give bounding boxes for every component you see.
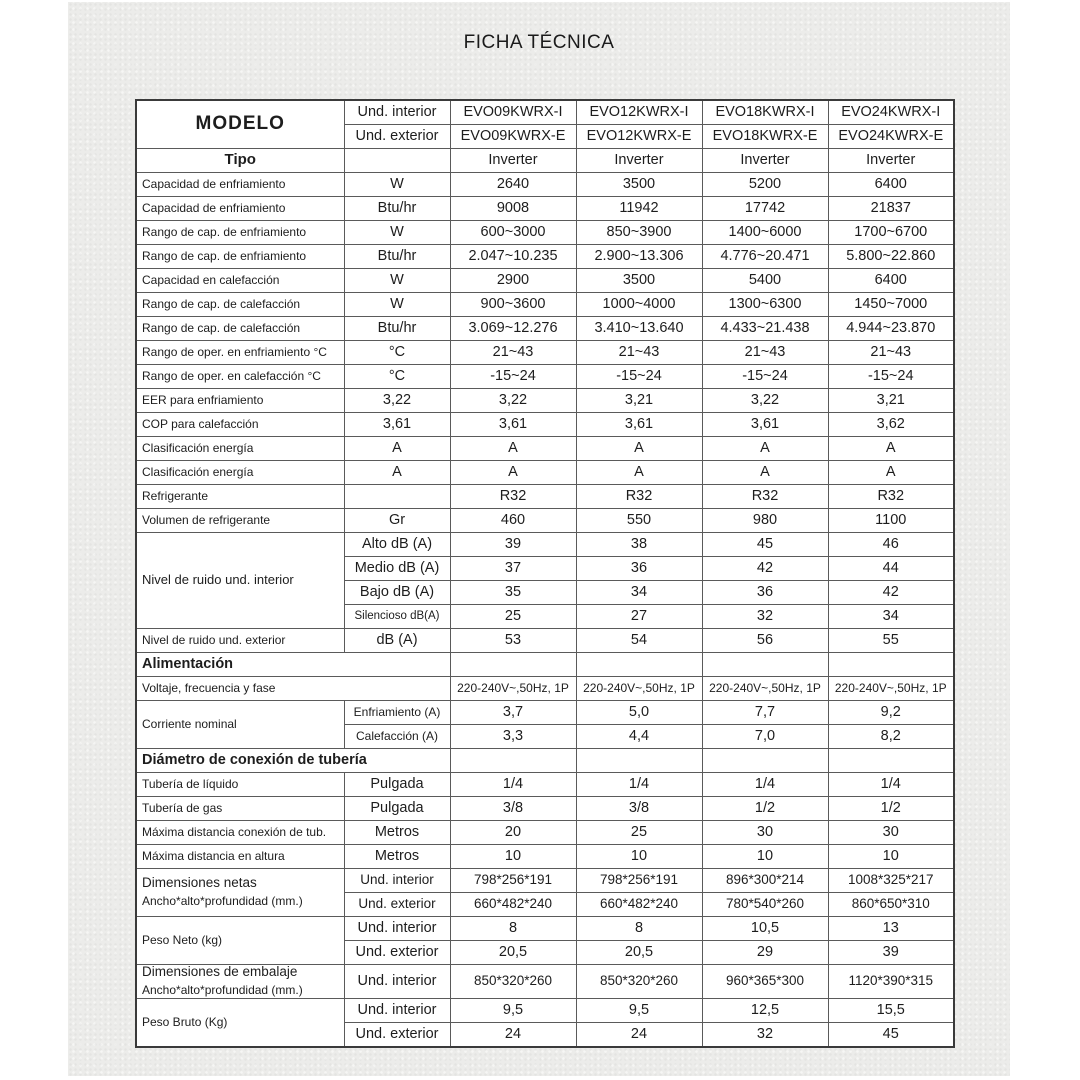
value-cell: A [828,437,954,461]
value-cell: 20,5 [576,941,702,965]
value-cell: 25 [576,821,702,845]
unit-cell: Gr [344,509,450,533]
value-cell: 8,2 [828,725,954,749]
value-cell: A [576,461,702,485]
row-label: Tubería de líquido [136,773,344,797]
row-label: Voltaje, frecuencia y fase [136,677,450,701]
value-cell: 36 [702,581,828,605]
peso-bruto-label: Peso Bruto (Kg) [136,999,344,1048]
volumen-row [136,509,954,533]
peso-neto-label: Peso Neto (kg) [136,917,344,965]
value-cell: 10,5 [702,917,828,941]
value-cell: 15,5 [828,999,954,1023]
unit-cell: Metros [344,821,450,845]
row-label: Refrigerante [136,485,344,509]
value-cell: 42 [702,557,828,581]
value-cell: 45 [702,533,828,557]
value-cell: 6400 [828,173,954,197]
value-cell: 3,61 [450,413,576,437]
value-cell: 220-240V~,50Hz, 1P [702,677,828,701]
value-cell: 53 [450,629,576,653]
value-cell: 25 [450,605,576,629]
header-row-interior [136,100,954,125]
table-row [136,317,954,341]
value-cell: -15~24 [828,365,954,389]
value-cell: 3.410~13.640 [576,317,702,341]
value-cell: 21837 [828,197,954,221]
value-cell: 38 [576,533,702,557]
unit-cell: Und. interior [344,869,450,893]
row-label: Clasificación energía [136,437,344,461]
value-cell: 21~43 [702,341,828,365]
table-row [136,845,954,869]
value-cell: 220-240V~,50Hz, 1P [450,677,576,701]
spec-table [135,99,955,1048]
model-cell: EVO18KWRX-E [702,125,828,149]
value-cell: 850*320*260 [576,965,702,999]
value-cell: 7,0 [702,725,828,749]
table-row [136,773,954,797]
value-cell: 860*650*310 [828,893,954,917]
unit-cell: Und. interior [344,999,450,1023]
value-cell: R32 [828,485,954,509]
dim-embalaje-title: Dimensiones de embalaje [142,964,298,980]
dim-netas-subtitle: Ancho*alto*profundidad (mm.) [142,894,303,909]
value-cell: 35 [450,581,576,605]
value-cell: 1/2 [828,797,954,821]
value-cell: 54 [576,629,702,653]
unit-cell: Btu/hr [344,245,450,269]
page-title: FICHA TÉCNICA [463,32,615,53]
model-cell: EVO18KWRX-I [702,100,828,125]
value-cell: 660*482*240 [576,893,702,917]
row-label: Rango de oper. en enfriamiento °C [136,341,344,365]
value-cell: 42 [828,581,954,605]
value-cell: -15~24 [450,365,576,389]
value-cell: 30 [702,821,828,845]
section-heading-tuberia: Diámetro de conexión de tubería [136,749,450,773]
value-cell: 37 [450,557,576,581]
refrigerante-row [136,485,954,509]
unit-cell: Bajo dB (A) [344,581,450,605]
unit-cell [344,149,450,173]
unit-cell: Und. exterior [344,941,450,965]
value-cell: 1/2 [702,797,828,821]
value-cell: 1/4 [576,773,702,797]
value-cell: 36 [576,557,702,581]
corriente-row [136,701,954,725]
value-cell: Inverter [702,149,828,173]
unit-cell: Enfriamiento (A) [344,701,450,725]
row-label: Rango de cap. de enfriamiento [136,245,344,269]
value-cell: -15~24 [702,365,828,389]
noise-interior-label: Nivel de ruido und. interior [136,533,344,629]
value-cell: 10 [828,845,954,869]
value-cell: 850~3900 [576,221,702,245]
table-row [136,365,954,389]
value-cell: 10 [702,845,828,869]
model-cell: EVO12KWRX-E [576,125,702,149]
row-label: Rango de cap. de enfriamiento [136,221,344,245]
unit-cell: W [344,293,450,317]
value-cell: 55 [828,629,954,653]
value-cell: 30 [828,821,954,845]
value-cell: 5400 [702,269,828,293]
value-cell: 12,5 [702,999,828,1023]
value-cell: 896*300*214 [702,869,828,893]
noise-exterior-row [136,629,954,653]
model-cell: EVO09KWRX-E [450,125,576,149]
value-cell: Inverter [450,149,576,173]
value-cell: 7,7 [702,701,828,725]
table-row [136,821,954,845]
value-cell: A [828,461,954,485]
energy-row [136,461,954,485]
value-cell: R32 [450,485,576,509]
value-cell: 8 [450,917,576,941]
unit-cell: Und. exterior [344,893,450,917]
table-row [136,197,954,221]
unit-cell [344,485,450,509]
value-cell: 3/8 [450,797,576,821]
value-cell: 2640 [450,173,576,197]
value-cell: 10 [576,845,702,869]
value-cell: 660*482*240 [450,893,576,917]
row-label: Capacidad en calefacción [136,269,344,293]
modelo-header: MODELO [136,100,344,149]
model-cell: EVO24KWRX-E [828,125,954,149]
value-cell: 34 [828,605,954,629]
section-heading-alimentacion: Alimentación [136,653,450,677]
value-cell: R32 [702,485,828,509]
row-label: COP para calefacción [136,413,344,437]
value-cell: 21~43 [576,341,702,365]
value-cell: 9,5 [576,999,702,1023]
value-cell: A [576,437,702,461]
value-cell: 39 [828,941,954,965]
value-cell: 1/4 [702,773,828,797]
value-cell: 4.944~23.870 [828,317,954,341]
row-label: Tubería de gas [136,797,344,821]
value-cell: 3.069~12.276 [450,317,576,341]
value-cell: 3,21 [828,389,954,413]
dim-embalaje-subtitle: Ancho*alto*profundidad (mm.) [142,983,303,998]
row-label: Nivel de ruido und. exterior [136,629,344,653]
row-label: Rango de cap. de calefacción [136,293,344,317]
unit-cell: Alto dB (A) [344,533,450,557]
value-cell: 39 [450,533,576,557]
dim-embalaje-row [136,965,954,999]
value-cell: 3,7 [450,701,576,725]
unit-cell: W [344,221,450,245]
value-cell: 1700~6700 [828,221,954,245]
unit-cell: Und. interior [344,917,450,941]
peso-bruto-row [136,999,954,1023]
value-cell: 3500 [576,269,702,293]
value-cell: 600~3000 [450,221,576,245]
model-cell: EVO24KWRX-I [828,100,954,125]
section-row [136,749,954,773]
cop-row [136,413,954,437]
table-row [136,269,954,293]
value-cell: A [450,461,576,485]
unit-cell: °C [344,341,450,365]
value-cell: 32 [702,1023,828,1048]
value-cell: 460 [450,509,576,533]
value-cell: 45 [828,1023,954,1048]
value-cell: 3,61 [576,413,702,437]
value-cell: 2.047~10.235 [450,245,576,269]
value-cell: 1008*325*217 [828,869,954,893]
value-cell: 9,5 [450,999,576,1023]
unit-cell: Btu/hr [344,317,450,341]
value-cell: 8 [576,917,702,941]
table-row [136,245,954,269]
value-cell: 3,21 [576,389,702,413]
row-label: Rango de oper. en calefacción °C [136,365,344,389]
unit-cell: Medio dB (A) [344,557,450,581]
unit-cell: 3,61 [344,413,450,437]
value-cell: 220-240V~,50Hz, 1P [576,677,702,701]
value-cell: 5,0 [576,701,702,725]
value-cell: 850*320*260 [450,965,576,999]
value-cell: 2900 [450,269,576,293]
value-cell: 4.433~21.438 [702,317,828,341]
unit-cell: 3,22 [344,389,450,413]
unit-cell: A [344,437,450,461]
value-cell: 20 [450,821,576,845]
section-row [136,653,954,677]
unit-cell: Metros [344,845,450,869]
unit-cell: Silencioso dB(A) [344,605,450,629]
table-row [136,341,954,365]
value-cell: 1/4 [828,773,954,797]
value-cell: 13 [828,917,954,941]
value-cell: 3,61 [702,413,828,437]
value-cell: 29 [702,941,828,965]
value-cell: A [702,461,828,485]
value-cell: 1450~7000 [828,293,954,317]
row-label: Máxima distancia en altura [136,845,344,869]
unit-cell: Und. exterior [344,1023,450,1048]
value-cell: 21~43 [828,341,954,365]
value-cell: 4,4 [576,725,702,749]
value-cell: 3,62 [828,413,954,437]
row-label: EER para enfriamiento [136,389,344,413]
unit-cell: °C [344,365,450,389]
row-label: Máxima distancia conexión de tub. [136,821,344,845]
table-row [136,797,954,821]
table-row [136,221,954,245]
voltaje-row [136,677,954,701]
value-cell: 1400~6000 [702,221,828,245]
noise-row [136,533,954,557]
unit-cell: Pulgada [344,773,450,797]
row-label: Capacidad de enfriamiento [136,173,344,197]
model-cell: EVO12KWRX-I [576,100,702,125]
value-cell: 27 [576,605,702,629]
value-cell: 220-240V~,50Hz, 1P [828,677,954,701]
value-cell: 3/8 [576,797,702,821]
dim-netas-title: Dimensiones netas [142,875,257,891]
value-cell: 56 [702,629,828,653]
value-cell: 4.776~20.471 [702,245,828,269]
value-cell: 9008 [450,197,576,221]
dim-netas-label [136,869,344,917]
value-cell: 2.900~13.306 [576,245,702,269]
value-cell: A [450,437,576,461]
value-cell: 32 [702,605,828,629]
value-cell: 3,3 [450,725,576,749]
value-cell: 960*365*300 [702,965,828,999]
unit-cell: Btu/hr [344,197,450,221]
tipo-label: Tipo [136,149,344,173]
table-row [136,173,954,197]
value-cell: 24 [576,1023,702,1048]
value-cell: 6400 [828,269,954,293]
value-cell: 20,5 [450,941,576,965]
unit-cell: A [344,461,450,485]
value-cell: 798*256*191 [576,869,702,893]
unit-cell: W [344,269,450,293]
value-cell: 5.800~22.860 [828,245,954,269]
value-cell: 550 [576,509,702,533]
peso-neto-row [136,917,954,941]
value-cell: 10 [450,845,576,869]
row-label: Capacidad de enfriamiento [136,197,344,221]
dim-embalaje-label [136,965,344,999]
value-cell: 900~3600 [450,293,576,317]
value-cell: 1000~4000 [576,293,702,317]
corriente-label: Corriente nominal [136,701,344,749]
value-cell: -15~24 [576,365,702,389]
value-cell: 21~43 [450,341,576,365]
value-cell: 9,2 [828,701,954,725]
value-cell: 3,22 [450,389,576,413]
model-cell: EVO09KWRX-I [450,100,576,125]
value-cell: 1100 [828,509,954,533]
unit-cell: W [344,173,450,197]
unit-cell: Und. interior [344,100,450,125]
value-cell: 11942 [576,197,702,221]
row-label: Volumen de refrigerante [136,509,344,533]
value-cell: Inverter [828,149,954,173]
eer-row [136,389,954,413]
tipo-row [136,149,954,173]
unit-cell: Und. exterior [344,125,450,149]
unit-cell: dB (A) [344,629,450,653]
value-cell: 24 [450,1023,576,1048]
value-cell: 5200 [702,173,828,197]
row-label: Rango de cap. de calefacción [136,317,344,341]
value-cell: A [702,437,828,461]
value-cell: 3,22 [702,389,828,413]
value-cell: 798*256*191 [450,869,576,893]
value-cell: R32 [576,485,702,509]
energy-row [136,437,954,461]
value-cell: 1300~6300 [702,293,828,317]
unit-cell: Pulgada [344,797,450,821]
value-cell: 46 [828,533,954,557]
value-cell: 1120*390*315 [828,965,954,999]
value-cell: 980 [702,509,828,533]
unit-cell: Calefacción (A) [344,725,450,749]
row-label: Clasificación energía [136,461,344,485]
value-cell: 3500 [576,173,702,197]
value-cell: Inverter [576,149,702,173]
value-cell: 17742 [702,197,828,221]
value-cell: 34 [576,581,702,605]
unit-cell: Und. interior [344,965,450,999]
table-row [136,293,954,317]
dim-netas-row [136,869,954,893]
value-cell: 780*540*260 [702,893,828,917]
value-cell: 44 [828,557,954,581]
value-cell: 1/4 [450,773,576,797]
